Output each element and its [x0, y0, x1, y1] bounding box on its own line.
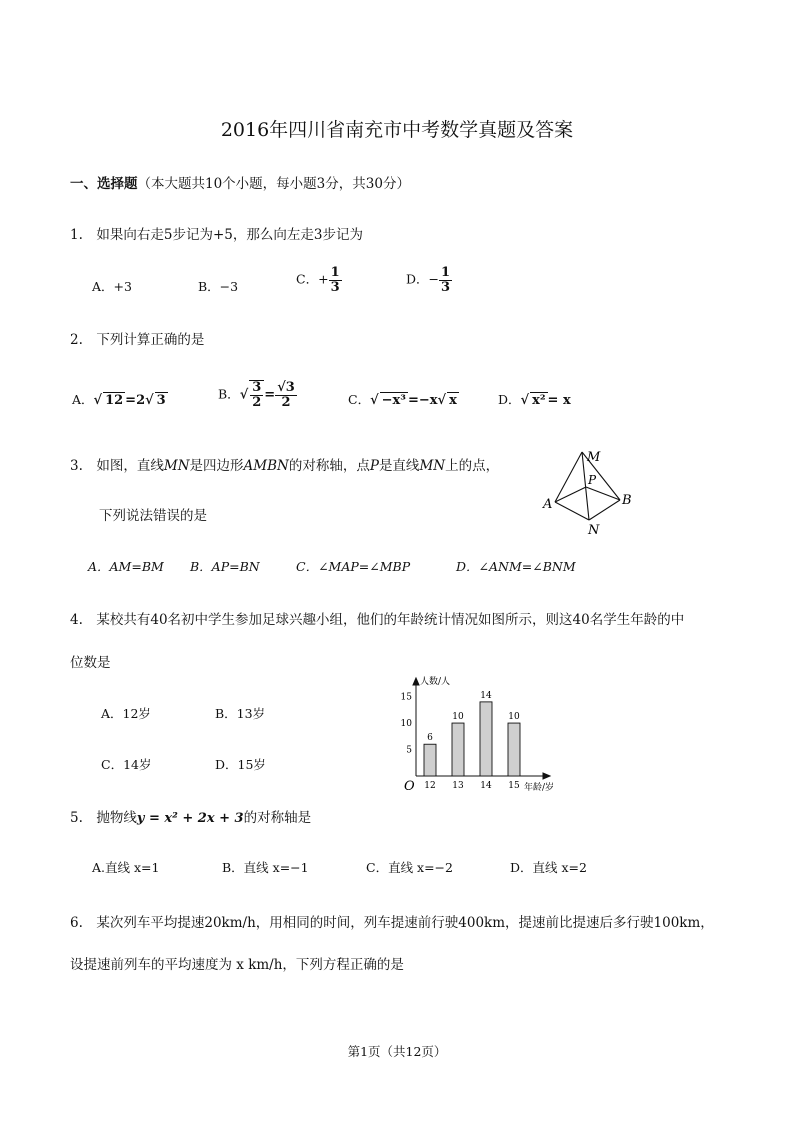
fraction-numerator: 3 — [285, 380, 295, 395]
q6-stem-line2: 设提速前列车的平均速度为 x km/h，下列方程正确的是 — [70, 957, 404, 973]
q6-stem-line1: 6. 某次列车平均提速20km/h，用相同的时间，列车提速前行驶400km，提速前比提速后多行驶100km， — [70, 915, 714, 931]
x-tick-label: 15 — [508, 781, 520, 791]
option-label: A． — [72, 392, 94, 407]
fraction-numerator: 1 — [441, 265, 451, 280]
text: 是四边形 — [189, 458, 244, 474]
x-axis-label: 年龄/岁 — [524, 783, 555, 793]
text: 是直线 — [378, 458, 420, 474]
q1-option-d — [406, 266, 452, 294]
y-axis-arrow — [413, 678, 419, 685]
label-p: P — [588, 473, 597, 487]
fraction-denominator: 2 — [281, 394, 291, 410]
q1-option-c-fraction — [329, 266, 342, 294]
age-bar-chart — [396, 672, 566, 794]
q1-option-d-sign: − — [428, 271, 440, 287]
text: MN — [419, 458, 446, 474]
q4-stem-line1: 4. 某校共有40名初中学生参加足球兴趣小组，他们的年龄统计情况如图所示，则这40名学生年龄的中 — [70, 612, 685, 628]
q4-stem-line2: 位数是 — [70, 655, 111, 671]
x-tick-label: 14 — [480, 781, 492, 791]
bar-age-13 — [452, 723, 464, 776]
x-tick-label: 12 — [424, 781, 436, 791]
q3-option-a: A．AM=BM — [88, 559, 164, 574]
q1-option-b: B．−3 — [198, 279, 239, 294]
text: 3. 如图，直线 — [70, 458, 164, 474]
text: P — [369, 458, 379, 474]
segment-an — [555, 502, 589, 520]
q1-option-c-label: C． — [296, 271, 319, 287]
fraction-denominator: 3 — [441, 279, 451, 295]
label-m: M — [587, 450, 601, 465]
q2-option-d: D．√ x² = x — [498, 392, 571, 408]
radicand: 3 — [156, 393, 166, 408]
bar-age-12 — [424, 744, 436, 776]
data-label: 10 — [508, 712, 520, 723]
page-footer: 第1页（共12页） — [347, 1044, 447, 1059]
rhs: =−x — [407, 393, 438, 408]
section-head: 一、选择题 — [70, 176, 138, 192]
q2-option-b: B．√ $\frac{3}{2}$ = $\frac{√3}{2}$ — [218, 380, 295, 410]
text: 的对称轴是 — [243, 810, 312, 826]
segment-bn — [589, 500, 620, 520]
radicand: x — [449, 393, 457, 408]
text: 的对称轴，点 — [288, 458, 370, 474]
equals-sign: = — [264, 387, 276, 403]
q5-option-d: D．直线 x=2 — [510, 860, 587, 875]
origin-label: O — [404, 779, 415, 794]
y-tick-label: 15 — [400, 692, 412, 703]
parabola-formula: y = x² + 2x + 3 — [136, 811, 244, 826]
fraction-numerator: 3 — [252, 380, 262, 395]
fraction-denominator: 2 — [252, 394, 262, 410]
q5-option-c: C．直线 x=−2 — [366, 860, 453, 875]
q1-option-a: A．+3 — [92, 279, 132, 294]
q5-option-a: A.直线 x=1 — [92, 860, 160, 875]
q2-stem: 2. 下列计算正确的是 — [70, 332, 205, 348]
q5-stem — [70, 806, 311, 826]
option-label: D． — [498, 392, 521, 407]
radicand: 12 — [105, 393, 124, 408]
bar-age-14 — [480, 702, 492, 776]
option-label: B． — [218, 386, 240, 402]
q3-option-c: C．∠MAP=∠MBP — [296, 559, 411, 574]
x-tick-label: 13 — [452, 781, 464, 791]
q3-stem-line2: 下列说法错误的是 — [99, 508, 207, 524]
data-label: 10 — [452, 712, 464, 723]
q3-stem-line1 — [70, 454, 499, 474]
q1-option-d-label: D． — [406, 271, 429, 287]
q5-option-b: B．直线 x=−1 — [222, 860, 309, 875]
y-tick-label: 5 — [406, 745, 412, 756]
data-label: 6 — [427, 733, 433, 744]
q1-option-d-fraction — [439, 266, 452, 294]
page-title: 2016年四川省南充市中考数学真题及答案 — [220, 119, 574, 141]
text: MN — [163, 458, 190, 474]
bar-age-15 — [508, 723, 520, 776]
fraction-numerator: 1 — [330, 265, 340, 280]
q1-option-c — [296, 266, 342, 294]
x-axis-arrow — [543, 773, 550, 779]
q3-figure — [538, 440, 638, 540]
text: 上的点， — [445, 458, 500, 474]
segment-am — [555, 452, 582, 502]
section-note: （本大题共10个小题，每小题3分，共30分） — [137, 176, 410, 192]
rhs: = x — [547, 393, 571, 408]
q4-option-b: B．13岁 — [215, 706, 266, 721]
option-label: C． — [348, 392, 371, 407]
radicand: x² — [532, 393, 546, 408]
q1-option-c-sign: + — [318, 271, 329, 287]
q2-option-a: A．√ 12 =2√ 3 — [72, 392, 166, 408]
q2-option-c: C．√ −x³ =−x√ x — [348, 392, 457, 408]
q1-stem: 1. 如果向右走5步记为+5，那么向左走3步记为 — [70, 227, 363, 243]
y-axis-label: 人数/人 — [420, 677, 451, 687]
q3-option-d: D．∠ANM=∠BNM — [456, 559, 576, 574]
text: AMBN — [243, 458, 289, 474]
q4-option-c: C．14岁 — [101, 757, 152, 772]
section-heading — [70, 172, 410, 192]
label-a: A — [543, 497, 553, 512]
q4-option-d: D．15岁 — [215, 757, 266, 772]
label-b: B — [622, 493, 632, 508]
fraction-denominator: 3 — [330, 279, 340, 295]
radicand: −x³ — [381, 393, 406, 408]
text: 5. 抛物线 — [70, 810, 137, 826]
y-tick-label: 10 — [400, 719, 412, 730]
q3-option-b: B．AP=BN — [190, 559, 260, 574]
q4-option-a: A．12岁 — [101, 706, 151, 721]
rhs: =2 — [125, 393, 146, 408]
label-n: N — [588, 523, 600, 538]
data-label: 14 — [480, 690, 492, 701]
